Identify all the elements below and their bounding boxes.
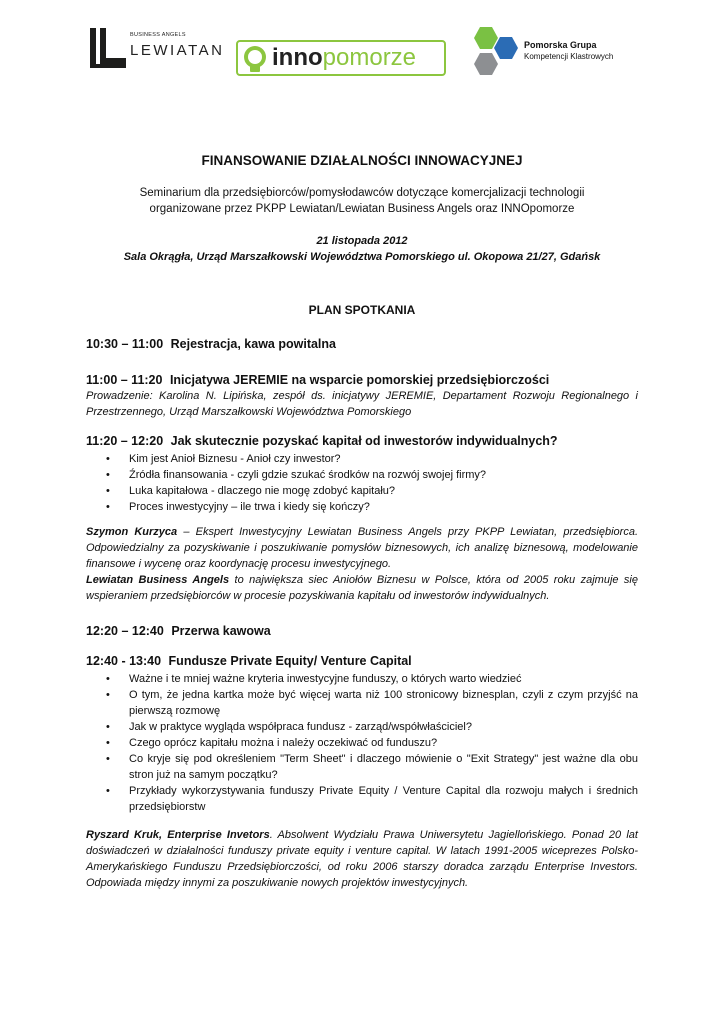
pgkk-logo [466,26,626,78]
event-date-place [86,233,638,265]
list-item-text: Luka kapitałowa - dlaczego nie mogę zdobyć kapitału? [129,485,395,497]
doc-title: FINANSOWANIE DZIAŁALNOŚCI INNOWACYJNEJ [201,153,523,168]
agenda-item-5-list [86,671,638,815]
bullet: • [106,501,110,513]
list-item-text: Co kryje się pod określeniem "Term Sheet" i dlaczego mówienie o "Exit Strategy" jest ważne dla obu stron już na samym początku? [129,753,638,781]
agenda-item-1 [86,336,638,352]
bullet: • [106,753,110,765]
list-item-text: Przykłady wykorzystywania funduszy Private Equity / Venture Capital dla rozwoju małych i średnich przedsiębiorstw [129,785,638,813]
bullet: • [106,689,110,701]
lewiatan-mark-icon [88,26,128,70]
agenda-title: Jak skutecznie pozyskać kapitał od inwestorów indywidualnych? [170,434,558,448]
list-item-text: Proces inwestycyjny – ile trwa i kiedy się kończy? [129,501,370,513]
bullet: • [106,485,110,497]
agenda-title: Fundusze Private Equity/ Venture Capital [168,654,412,668]
hexagon-cluster-icon [466,26,520,78]
list-item-text: Jak w praktyce wygląda współpraca fundusz - zarząd/współwłaściciel? [129,721,472,733]
list-item [106,735,638,751]
subtitle-line-2: organizowane przez PKPP Lewiatan/Lewiatan Business Angels oraz INNOpomorze [149,203,575,215]
list-item [106,451,638,467]
agenda-item-3 [86,433,638,449]
agenda-item-5 [86,653,638,669]
innopomorze-wordmark [272,44,416,72]
list-item-text: Ważne i te mniej ważne kryteria inwestycyjne funduszy, o których warto wiedzieć [129,673,522,685]
list-item [106,687,638,719]
speaker-name: Szymon Kurzyca [86,526,178,538]
subtitle-line-1: Seminarium dla przedsiębiorców/pomysłodawców dotyczące komercjalizacji technologii [139,187,585,199]
agenda-time: 10:30 – 11:00 [86,337,164,351]
agenda-time: 12:40 - 13:40 [86,654,162,668]
speaker-name: Ryszard Kruk, Enterprise Invetors [86,829,270,841]
bullet: • [106,453,110,465]
pgkk-line1: Pomorska Grupa [524,40,597,50]
list-item-text: O tym, że jedna kartka może być więcej warta niż 100 stronicowy biznesplan, czyli z czym przyjść na pierwszą rozmowę [129,689,638,717]
header-logos [0,22,724,82]
speaker-text: – Ekspert Inwestycyjny Lewiatan Business Angels przy PKPP Lewiatan, przedsiębiorca. Odpowiedzialny za pozyskiwanie i poszukiwanie pomysłów biznesowych, ich analizę biznesową, modelowanie finansowe i wycenę oraz koordynację procesu inwestycyjnego. [86,526,638,570]
speaker-text: . Absolwent Wydziału Prawa Uniwersytetu Jagiellońskiego. Ponad 20 lat doświadczeń w działalności funduszy private equity i venture capital. W latach 1991-2005 wiceprezes Polsko-Amerykańskiego Funduszu Przedsiębiorczości, od roku 2006 starszy doradca zarządu Enterprise Investors. Odpowiada między innymi za poszukiwanie nowych projektów inwestycyjnych. [86,829,638,889]
bullet: • [106,737,110,749]
bullet: • [106,673,110,685]
org-name: Lewiatan Business Angels [86,574,230,586]
lewiatan-description [86,572,638,604]
list-item-text: Źródła finansowania - czyli gdzie szukać środków na rozwój swojej firmy? [129,469,487,481]
agenda-item-4 [86,623,638,639]
org-text: to największa siec Aniołów Biznesu w Polsce, która od 2005 roku zajmuje się wspieraniem przedsiębiorców w procesie pozyskiwania kapitału od inwestorów indywidualnych. [86,574,638,602]
lewiatan-small-text: BUSINESS ANGELS [130,32,186,38]
agenda-time: 11:00 – 11:20 [86,373,163,387]
agenda-title: Przerwa kawowa [171,624,271,638]
lightbulb-icon [241,44,269,74]
agenda-time: 12:20 – 12:40 [86,624,164,638]
agenda-title: Rejestracja, kawa powitalna [170,337,336,351]
agenda-item-3-list [86,451,638,515]
bullet: • [106,721,110,733]
list-item-text: Czego oprócz kapitału można i należy oczekiwać od funduszu? [129,737,438,749]
bullet: • [106,469,110,481]
list-item [106,751,638,783]
bullet: • [106,785,110,797]
list-item [106,483,638,499]
plan-heading: PLAN SPOTKANIA [308,303,416,317]
list-item [106,467,638,483]
list-item [106,783,638,815]
agenda-title: Inicjatywa JEREMIE na wsparcie pomorskiej przedsiębiorczości [169,373,550,387]
doc-subtitle [86,185,638,217]
agenda-item-2-lead: Prowadzenie: Karolina N. Lipińska, zespół ds. inicjatywy JEREMIE, Departament Rozwoju Regionalnego i Przestrzennego, Urząd Marszałkowski Województwa Pomorskiego [86,390,638,418]
list-item [106,719,638,735]
speaker-bio-kurzyca [86,524,638,572]
agenda-time: 11:20 – 12:20 [86,434,164,448]
list-item [106,671,638,687]
event-date: 21 listopada 2012 [316,235,408,247]
pgkk-line2: Kompetencji Klastrowych [524,52,614,61]
list-item-text: Kim jest Anioł Biznesu - Anioł czy inwestor? [129,453,341,465]
pomorze-text: pomorze [322,44,417,71]
speaker-bio-kruk [86,827,638,891]
inno-text: inno [272,44,323,71]
innopomorze-logo [236,40,446,76]
event-place: Sala Okrągła, Urząd Marszałkowski Województwa Pomorskiego ul. Okopowa 21/27, Gdańsk [123,251,601,263]
lewiatan-logo [88,26,223,70]
agenda-item-2 [86,372,638,388]
lewiatan-big-text: LEWIATAN [130,42,225,59]
document-body [86,148,638,891]
list-item [106,499,638,515]
